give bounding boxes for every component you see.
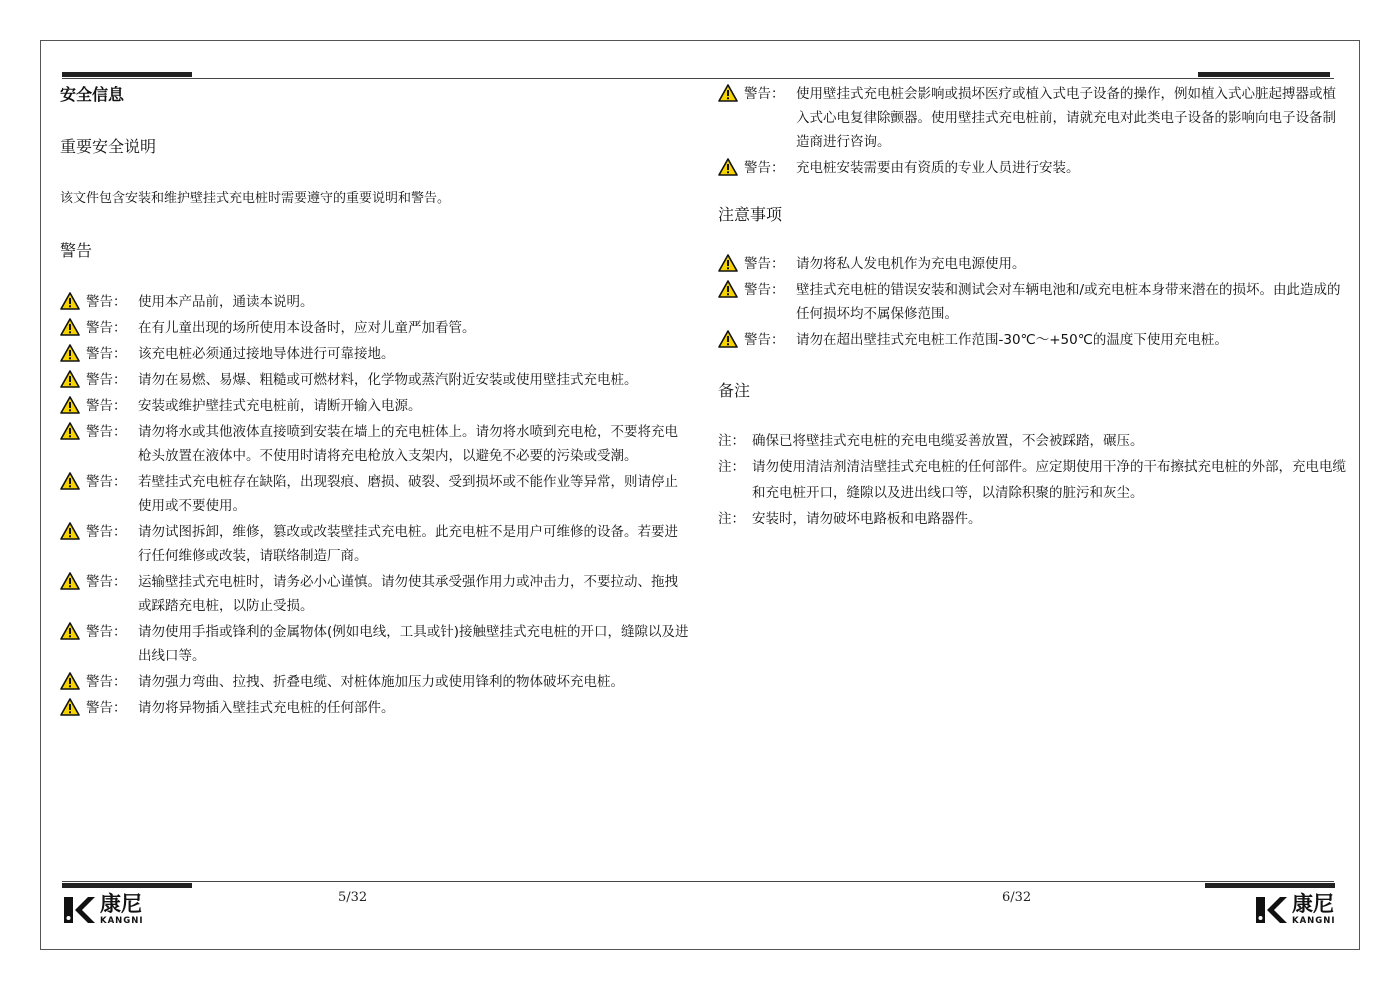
warning-item	[60, 520, 690, 568]
warning-triangle-icon	[60, 522, 80, 540]
warning-text: 请勿使用手指或锋利的金属物体(例如电线，工具或针)接触壁挂式充电桩的开口，缝隙以及进出线口等。	[138, 624, 689, 664]
warning-item	[60, 570, 690, 618]
warning-label: 警告：	[86, 320, 127, 336]
warning-list	[60, 290, 690, 720]
note-text: 请勿使用清洁剂清洁壁挂式充电桩的任何部件。应定期使用干净的干布擦拭充电桩的外部，充电电缆和充电桩开口，缝隙以及进出线口等，以清除积聚的脏污和灰尘。	[752, 459, 1346, 501]
warning-label: 警告：	[86, 372, 127, 388]
warning-triangle-icon	[60, 472, 80, 490]
warning-label: 警告：	[744, 256, 785, 272]
warning-item	[60, 290, 690, 314]
page-number-left: 5/32	[338, 890, 368, 905]
warning-text: 运输壁挂式充电桩时，请务必小心谨慎。请勿使其承受强作用力或冲击力，不要拉动、拖拽或踩踏充电桩，以防止受损。	[138, 574, 678, 614]
right-page	[718, 82, 1348, 532]
logo-chinese-text: 康尼	[1292, 892, 1334, 917]
warning-item	[60, 670, 690, 694]
warning-triangle-icon	[718, 158, 738, 176]
note-label: 注：	[718, 459, 745, 475]
note-item	[718, 506, 1348, 532]
warning-triangle-icon	[60, 698, 80, 716]
footer-bar-right	[1205, 883, 1335, 888]
footer-rule	[62, 881, 1334, 882]
warning-triangle-icon	[60, 572, 80, 590]
logo-english-text: KANGNI	[100, 916, 144, 927]
brand-logo-left	[62, 893, 144, 927]
header-bar-left	[62, 72, 192, 77]
warning-text: 请勿试图拆卸，维修，篡改或改装壁挂式充电桩。此充电桩不是用户可维修的设备。若要进行任何维修或改装，请联络制造厂商。	[138, 524, 678, 564]
section-heading-notes: 备注	[718, 381, 751, 400]
warning-item	[60, 696, 690, 720]
brand-logo-right	[1254, 893, 1336, 927]
kangni-logo-icon	[1254, 893, 1288, 927]
warning-label: 警告：	[86, 624, 127, 640]
note-label: 注：	[718, 433, 745, 449]
warning-triangle-icon	[60, 370, 80, 388]
warning-triangle-icon	[718, 330, 738, 348]
warning-item	[718, 156, 1348, 180]
warning-item	[60, 470, 690, 518]
warning-item	[60, 620, 690, 668]
warning-text: 使用壁挂式充电桩会影响或损坏医疗或植入式电子设备的操作，例如植入式心脏起搏器或植入式心电复律除颤器。使用壁挂式充电桩前，请就充电对此类电子设备的影响向电子设备制造商进行咨询。	[796, 86, 1336, 150]
note-text: 确保已将壁挂式充电桩的充电电缆妥善放置，不会被踩踏，碾压。	[752, 433, 1144, 449]
warning-triangle-icon	[718, 254, 738, 272]
warning-triangle-icon	[60, 292, 80, 310]
header-rule	[62, 78, 1334, 79]
page-number-right: 6/32	[1002, 890, 1032, 905]
warning-item	[60, 316, 690, 340]
warning-text: 壁挂式充电桩的错误安装和测试会对车辆电池和/或充电桩本身带来潜在的损坏。由此造成的任何损坏均不属保修范围。	[796, 282, 1341, 322]
warning-item	[718, 252, 1348, 276]
note-list	[718, 428, 1348, 532]
section-heading-warnings: 警告	[60, 241, 93, 260]
page-title: 安全信息	[60, 85, 125, 104]
warning-item	[718, 328, 1348, 352]
warning-label: 警告：	[86, 294, 127, 310]
warning-label: 警告：	[86, 346, 127, 362]
warning-triangle-icon	[60, 422, 80, 440]
note-item	[718, 454, 1348, 506]
left-page	[60, 82, 690, 722]
warning-label: 警告：	[744, 160, 785, 176]
note-text: 安装时，请勿破坏电路板和电路器件。	[752, 511, 982, 527]
warning-item	[60, 394, 690, 418]
warning-triangle-icon	[60, 672, 80, 690]
warning-label: 警告：	[86, 424, 127, 440]
warning-label: 警告：	[86, 474, 127, 490]
warning-text: 请勿在易燃、易爆、粗糙或可燃材料，化学物或蒸汽附近安装或使用壁挂式充电桩。	[138, 372, 638, 388]
warning-label: 警告：	[86, 524, 127, 540]
note-label: 注：	[718, 511, 745, 527]
warning-text: 请勿强力弯曲、拉拽、折叠电缆、对桩体施加压力或使用锋利的物体破坏充电桩。	[138, 674, 624, 690]
warning-triangle-icon	[718, 84, 738, 102]
section-heading-important: 重要安全说明	[60, 137, 157, 156]
warning-label: 警告：	[744, 332, 785, 348]
warning-text: 该充电桩必须通过接地导体进行可靠接地。	[138, 346, 395, 362]
warning-item	[718, 82, 1348, 154]
footer-bar-left	[62, 883, 192, 888]
warning-label: 警告：	[86, 574, 127, 590]
section-heading-cautions: 注意事项	[718, 205, 783, 224]
header-bar-right	[1198, 72, 1330, 77]
warning-text: 请勿将异物插入壁挂式充电桩的任何部件。	[138, 700, 395, 716]
warning-text: 使用本产品前，通读本说明。	[138, 294, 314, 310]
warning-text: 充电桩安装需要由有资质的专业人员进行安装。	[796, 160, 1080, 176]
warning-label: 警告：	[744, 282, 785, 298]
warning-triangle-icon	[60, 344, 80, 362]
warning-label: 警告：	[86, 398, 127, 414]
warning-label: 警告：	[744, 86, 785, 102]
warning-triangle-icon	[60, 318, 80, 336]
warning-item	[718, 278, 1348, 326]
warning-item	[60, 420, 690, 468]
warning-text: 请勿在超出壁挂式充电桩工作范围-30℃～+50℃的温度下使用充电桩。	[796, 332, 1228, 348]
warning-triangle-icon	[60, 622, 80, 640]
warning-triangle-icon	[60, 396, 80, 414]
warning-text: 请勿将水或其他液体直接喷到安装在墙上的充电桩体上。请勿将水喷到充电枪，不要将充电枪头放置在液体中。不使用时请将充电枪放入支架内，以避免不必要的污染或受潮。	[138, 424, 678, 464]
logo-chinese-text: 康尼	[100, 892, 142, 917]
intro-paragraph: 该文件包含安装和维护壁挂式充电桩时需要遵守的重要说明和警告。	[60, 191, 451, 206]
warning-text: 在有儿童出现的场所使用本设备时，应对儿童严加看管。	[138, 320, 476, 336]
caution-list	[718, 252, 1348, 352]
logo-english-text: KANGNI	[1292, 916, 1336, 927]
warning-item	[60, 368, 690, 392]
warning-item	[60, 342, 690, 366]
warning-label: 警告：	[86, 674, 127, 690]
warning-text: 请勿将私人发电机作为充电电源使用。	[796, 256, 1026, 272]
warning-list-continued	[718, 82, 1348, 180]
warning-label: 警告：	[86, 700, 127, 716]
kangni-logo-icon	[62, 893, 96, 927]
warning-text: 安装或维护壁挂式充电桩前，请断开输入电源。	[138, 398, 422, 414]
note-item	[718, 428, 1348, 454]
warning-triangle-icon	[718, 280, 738, 298]
warning-text: 若壁挂式充电桩存在缺陷，出现裂痕、磨损、破裂、受到损坏或不能作业等异常，则请停止使用或不要使用。	[138, 474, 678, 514]
